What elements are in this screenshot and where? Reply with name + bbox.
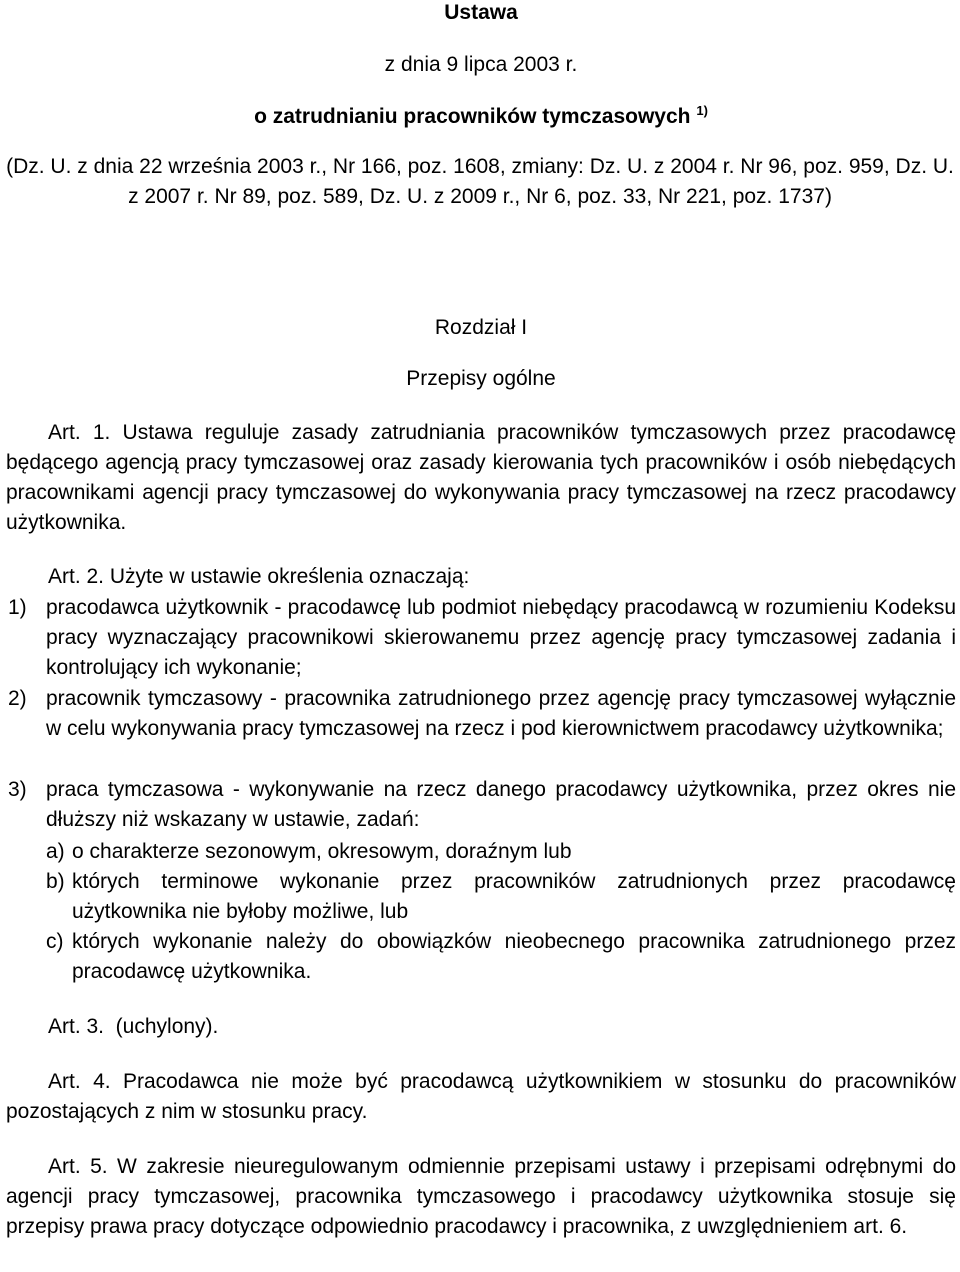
article-1	[6, 418, 956, 538]
definition-number: 1)	[8, 596, 27, 619]
definition-text: pracodawca użytkownik - pracodawcę lub podmiot niebędący pracodawcą w rozumieniu Kodeksu pracy wyznaczający pracownikowi skierowanemu przez agencję pracy tymczasowej zadania i kontrolujący ich wykonanie;	[46, 596, 956, 679]
sub-item-letter: c)	[46, 930, 64, 953]
sub-item-text: o charakterze sezonowym, okresowym, doraźnym lub	[72, 840, 572, 863]
chapter-title: Przepisy ogólne	[406, 367, 556, 390]
sub-item-text: których terminowe wykonanie przez pracowników zatrudnionych przez pracodawcę użytkownika nie byłoby możliwe, lub	[72, 870, 956, 923]
definition-number: 2)	[8, 687, 27, 710]
definition-text: pracownik tymczasowy - pracownika zatrudnionego przez agencję pracy tymczasowej wyłącznie w celu wykonywania pracy tymczasowej na rzecz i pod kierownictwem pracodawcy użytkownika;	[46, 687, 956, 740]
article-4-text: Art. 4. Pracodawca nie może być pracodawcą użytkownikiem w stosunku do pracowników pozostających z nim w stosunku pracy.	[6, 1070, 956, 1123]
article-2-intro: Art. 2. Użyte w ustawie określenia oznaczają:	[48, 565, 470, 588]
act-subject	[6, 102, 956, 132]
act-subject-text: o zatrudnianiu pracowników tymczasowych	[254, 105, 691, 128]
act-source: (Dz. U. z dnia 22 września 2003 r., Nr 166, poz. 1608, zmiany: Dz. U. z 2004 r. Nr 96, poz. 959, Dz. U. z 2007 r. Nr 89, poz. 589, Dz. U. z 2009 r., Nr 6, poz. 33, Nr 221, poz. 1737)	[6, 155, 954, 208]
sub-item-text: których wykonanie należy do obowiązków nieobecnego pracownika zatrudnionego przez pracodawcę użytkownika.	[72, 930, 956, 983]
sub-item-letter: b)	[46, 870, 65, 893]
definition-number: 3)	[8, 778, 27, 801]
definition-text: praca tymczasowa - wykonywanie na rzecz danego pracodawcy użytkownika, przez okres nie dłuższy niż wskazany w ustawie, zadań:	[46, 778, 956, 831]
article-5	[6, 1152, 956, 1242]
article-3: Art. 3. (uchylony).	[48, 1015, 219, 1038]
chapter-number: Rozdział I	[434, 316, 528, 339]
footnote-mark: 1)	[696, 103, 708, 118]
sub-item-letter: a)	[46, 840, 65, 863]
act-title: Ustawa	[444, 1, 518, 24]
article-1-text: Art. 1. Ustawa reguluje zasady zatrudniania pracowników tymczasowych przez pracodawcę będącego agencją pracy tymczasowej oraz zasady kierowania tych pracowników i osób niebędących pracownikami agencji pracy tymczasowej do wykonywania pracy tymczasowej na rzecz pracodawcy użytkownika.	[6, 421, 956, 534]
act-date: z dnia 9 lipca 2003 r.	[384, 53, 578, 76]
article-4	[6, 1067, 956, 1127]
article-5-text: Art. 5. W zakresie nieuregulowanym odmiennie przepisami ustawy i przepisami odrębnymi do agencji pracy tymczasowej, pracownika tymczasowego i pracodawcy użytkownika stosuje się przepisy prawa pracy dotyczące odpowiednio pracodawcy i pracownika, z uwzględnieniem art. 6.	[6, 1155, 956, 1238]
